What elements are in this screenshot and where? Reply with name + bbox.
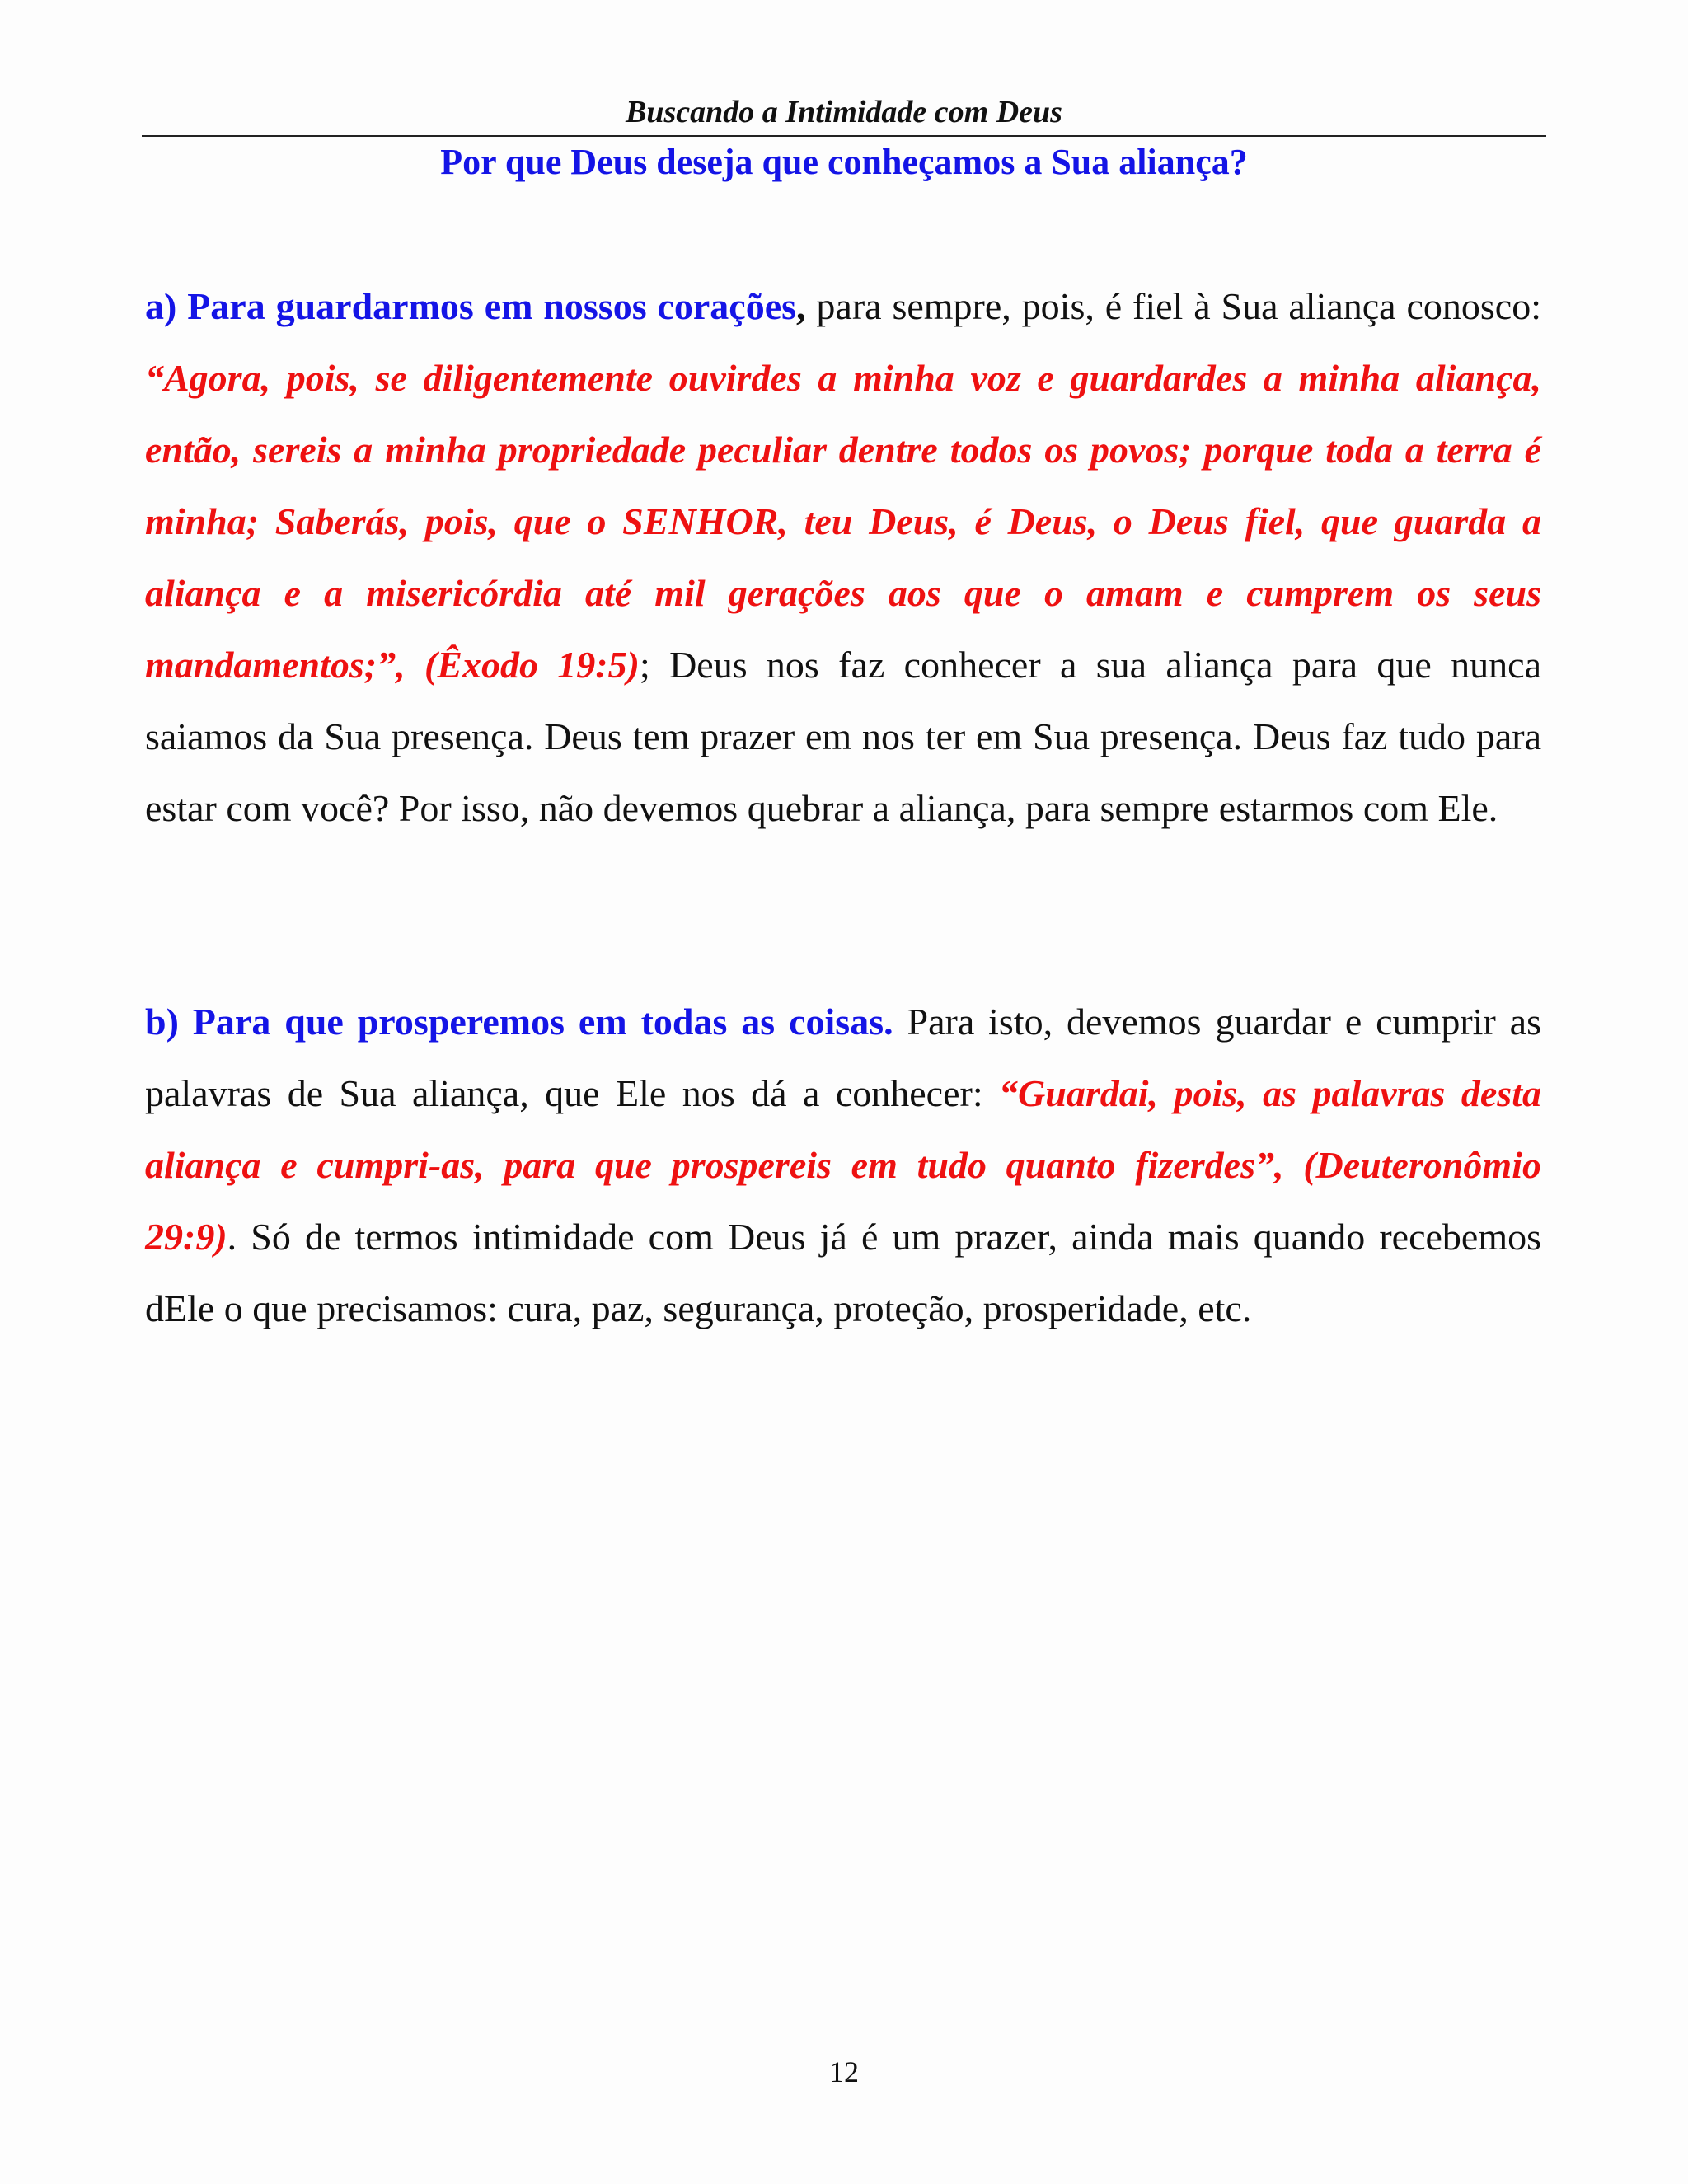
paragraph-a — [145, 270, 1541, 844]
paragraph-b-after: . Só de termos intimidade com Deus já é um prazer, ainda mais quando recebemos dEle o que precisamos: cura, paz, segurança, proteção, prosperidade, etc. — [145, 1216, 1541, 1329]
paragraph-b-intro: Para isto, devemos guardar e cumprir as palavras de Sua aliança, que Ele nos dá a conhecer: — [145, 1001, 1541, 1114]
page-title: Por que Deus deseja que conheçamos a Sua aliança? — [440, 142, 1248, 182]
paragraph-a-intro: para sempre, pois, é fiel à Sua aliança conosco: — [805, 285, 1541, 327]
paragraph-a-lead: a) Para guardarmos em nossos corações — [145, 285, 797, 327]
paragraph-a-quote: “Agora, pois, se diligentemente ouvirdes a minha voz e guardardes a minha aliança, então, sereis a minha propriedade peculiar dentre todos os povos; porque toda a terra é minha; Saberás, pois, que o SENHOR, teu Deus, é Deus, o Deus fiel, que guarda a aliança e a misericórdia até mil gerações aos que o amam e cumprem os seus mandamentos;”, (Êxodo 19:5) — [145, 357, 1541, 686]
paragraph-b-lead: b) Para que prosperemos em todas as coisas. — [145, 1001, 893, 1043]
paragraph-b — [145, 986, 1541, 1344]
paragraph-a-after: ; Deus nos faz conhecer a sua aliança para que nunca saiamos da Sua presença. Deus tem prazer em nos ter em Sua presença. Deus faz tudo para estar com você? Por isso, não devemos quebrar a aliança, para sempre estarmos com Ele. — [145, 644, 1541, 829]
running-header: Buscando a Intimidade com Deus — [626, 95, 1062, 129]
paragraph-b-quote: “Guardai, pois, as palavras desta aliança e cumpri-as, para que prospereis em tudo quanto fizerdes”, (Deuteronômio 29:9) — [145, 1072, 1541, 1258]
page-number: 12 — [829, 2055, 859, 2088]
paragraph-a-lead-comma: , — [796, 285, 806, 327]
